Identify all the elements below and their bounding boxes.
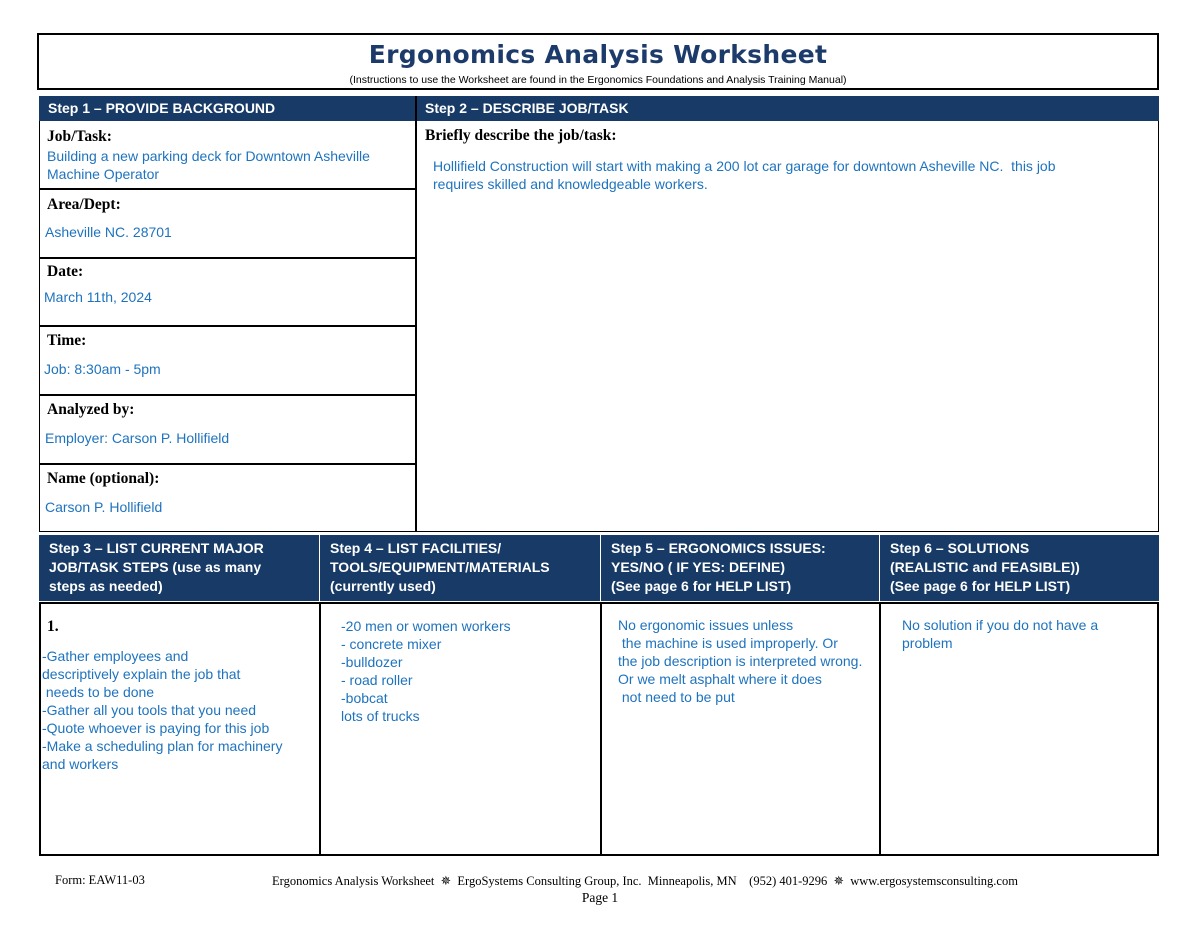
analyzed-by-field[interactable]: Employer: Carson P. Hollifield xyxy=(45,430,230,446)
row-divider xyxy=(39,188,416,190)
step4-equipment-field[interactable]: -20 men or women workers - concrete mixer -bulldozer - road roller -bobcat lots of trucks xyxy=(341,618,511,724)
job-task-label: Job/Task: xyxy=(47,128,112,145)
step2-prompt: Briefly describe the job/task: xyxy=(425,127,617,144)
step6-header-line: (REALISTIC and FEASIBLE)) xyxy=(890,559,1080,575)
footer-text: Ergonomics Analysis Worksheet ✵ ErgoSystems Consulting Group, Inc. Minneapolis, MN (952) 401-9296 ✵ www.ergosystemsconsulting.com xyxy=(272,874,1018,888)
area-dept-label: Area/Dept: xyxy=(47,196,121,213)
time-label: Time: xyxy=(47,332,87,349)
row-divider xyxy=(39,463,416,465)
row-divider xyxy=(39,394,416,396)
step3-header-line: JOB/TASK STEPS (use as many xyxy=(49,559,262,575)
job-description-field[interactable]: Hollifield Construction will start with making a 200 lot car garage for downtown Asheville NC. this job requires skilled and knowledgeable workers. xyxy=(433,158,1056,192)
column-divider xyxy=(600,602,602,856)
step1-header: Step 1 – PROVIDE BACKGROUND xyxy=(39,96,415,121)
step3-header-line: steps as needed) xyxy=(49,578,163,594)
step6-header xyxy=(880,535,1159,601)
step4-header-line: Step 4 – LIST FACILITIES/ xyxy=(330,540,502,556)
worksheet-title: Ergonomics Analysis Worksheet xyxy=(368,40,828,69)
worksheet-subtitle: (Instructions to use the Worksheet are found in the Ergonomics Foundations and Analysis Training Manual) xyxy=(349,74,847,86)
area-dept-field[interactable]: Asheville NC. 28701 xyxy=(45,224,172,240)
title-box xyxy=(37,33,1159,90)
step3-number: 1. xyxy=(47,618,59,635)
column-divider xyxy=(319,602,321,856)
time-field[interactable]: Job: 8:30am - 5pm xyxy=(44,361,161,377)
step5-header-line: (See page 6 for HELP LIST) xyxy=(611,578,792,594)
step6-header-line: Step 6 – SOLUTIONS xyxy=(890,540,1030,556)
row-divider xyxy=(39,325,416,327)
row-divider xyxy=(39,257,416,259)
step4-header-line: TOOLS/EQUIPMENT/MATERIALS xyxy=(330,559,550,575)
step6-solutions-field[interactable]: No solution if you do not have a problem xyxy=(902,617,1099,651)
step5-header xyxy=(601,535,879,601)
analyzed-by-label: Analyzed by: xyxy=(47,401,135,418)
step4-header-line: (currently used) xyxy=(330,578,436,594)
name-label: Name (optional): xyxy=(47,470,160,487)
step3-header-line: Step 3 – LIST CURRENT MAJOR xyxy=(49,540,264,556)
job-task-field[interactable]: Building a new parking deck for Downtown Asheville Machine Operator xyxy=(47,148,370,182)
form-id: Form: EAW11-03 xyxy=(55,873,145,887)
step3-steps-field[interactable]: -Gather employees and descriptively explain the job that needs to be done -Gather all you tools that you need -Quote whoever is paying for this job -Make a scheduling plan for machinery and workers xyxy=(42,648,283,772)
step6-header-line: (See page 6 for HELP LIST) xyxy=(890,578,1071,594)
step5-header-line: Step 5 – ERGONOMICS ISSUES: xyxy=(611,540,826,556)
page-number: Page 1 xyxy=(581,890,619,905)
step2-header: Step 2 – DESCRIBE JOB/TASK xyxy=(416,96,1159,121)
step5-header-line: YES/NO ( IF YES: DEFINE) xyxy=(611,559,785,575)
date-label: Date: xyxy=(47,263,84,280)
date-field[interactable]: March 11th, 2024 xyxy=(44,289,152,305)
step5-issues-field[interactable]: No ergonomic issues unless the machine is used improperly. Or the job description is interpreted wrong. Or we melt asphalt where it does not need to be put xyxy=(618,617,863,705)
step3-header xyxy=(39,535,319,601)
step4-header xyxy=(320,535,600,601)
name-field[interactable]: Carson P. Hollifield xyxy=(45,499,163,515)
